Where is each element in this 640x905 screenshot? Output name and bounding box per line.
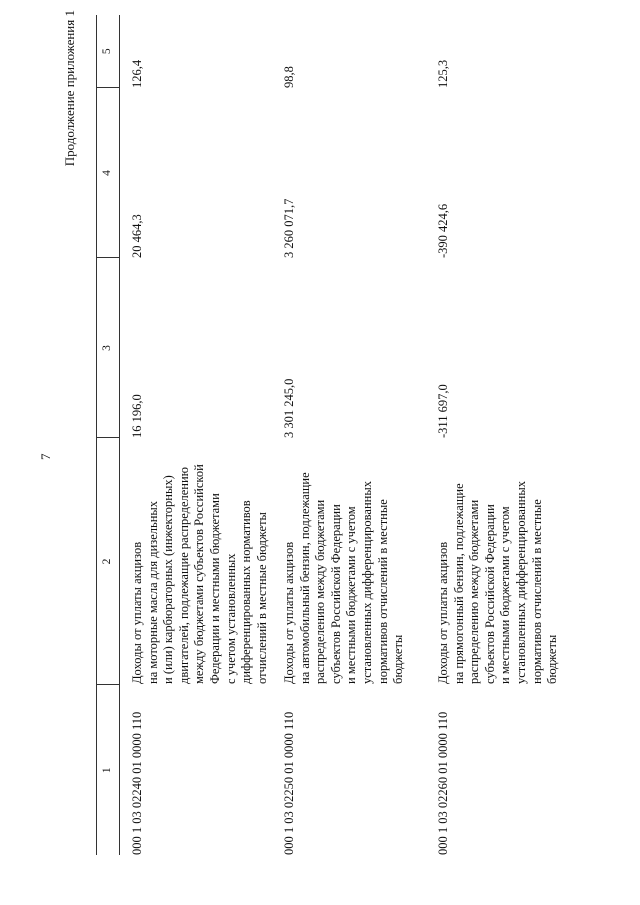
revenue-name-line: Федерации и местными бюджетами	[207, 493, 222, 684]
revenue-name-line: на прямогонный бензин, подлежащие	[451, 483, 466, 684]
value-col5: 126,4	[130, 59, 144, 88]
revenue-name-line: субъектов Российской Федерации	[328, 504, 343, 684]
revenue-name	[280, 438, 434, 685]
revenue-name-line: бюджеты	[545, 634, 560, 684]
revenue-name-line: с учетом установленных	[223, 553, 238, 684]
revenue-name-line: и местными бюджетами с учетом	[344, 506, 359, 684]
value-col5: 125,3	[436, 59, 450, 88]
value-col4: -390 424,6	[436, 203, 450, 258]
value-col4: 3 260 071,7	[282, 198, 296, 258]
revenue-name-line: субъектов Российской Федерации	[482, 504, 497, 684]
revenue-name-line: и местными бюджетами с учетом	[498, 506, 513, 684]
revenue-name-line: установленных дифференцированных	[513, 481, 528, 684]
table-row	[120, 15, 281, 855]
revenue-name-line: бюджеты	[391, 634, 406, 684]
revenue-name-line: двигателей, подлежащие распределению	[176, 466, 191, 684]
table-row	[280, 15, 434, 855]
revenue-name-line: Доходы от уплаты акцизов	[282, 541, 296, 684]
revenue-code: 000 1 03 02260 01 0000 110	[436, 711, 450, 855]
value-col3: -311 697,0	[436, 384, 450, 438]
column-number-2: 2	[97, 438, 120, 685]
revenue-name-line: Доходы от уплаты акцизов	[436, 541, 450, 684]
revenue-name-line: Доходы от уплаты акцизов	[130, 541, 144, 684]
revenue-name-line: нормативов отчислений в местные	[375, 499, 390, 684]
revenue-name-line: и (или) карбюраторных (инжекторных)	[161, 475, 176, 684]
revenue-name-line: дифференцированных нормативов	[239, 500, 254, 684]
revenue-name-line: между бюджетами субъектов Российской	[192, 464, 207, 684]
revenue-name	[120, 438, 281, 685]
column-number-1: 1	[97, 685, 120, 855]
revenue-code: 000 1 03 02250 01 0000 110	[282, 711, 296, 855]
revenue-name-line: нормативов отчислений в местные	[529, 499, 544, 684]
value-col3: 16 196,0	[130, 394, 144, 438]
revenue-name-line: распределению между бюджетами	[313, 499, 328, 684]
revenue-name-line: на моторные масла для дизельных	[145, 500, 160, 684]
value-col3: 3 301 245,0	[282, 378, 296, 438]
revenue-name-line: отчислений в местные бюджеты	[254, 512, 269, 684]
revenue-name-line: распределению между бюджетами	[467, 499, 482, 684]
column-number-4: 4	[97, 88, 120, 258]
table-row	[434, 15, 586, 855]
value-col5: 98,8	[282, 66, 296, 88]
value-col4: 20 464,3	[130, 214, 144, 258]
continuation-note: Продолжение приложения 1	[62, 10, 77, 167]
column-number-row	[97, 15, 120, 855]
column-number-5: 5	[97, 15, 120, 88]
revenue-name	[434, 438, 586, 685]
revenue-table	[96, 15, 586, 855]
column-number-3: 3	[97, 258, 120, 438]
page-number: 7	[38, 453, 53, 460]
revenue-code: 000 1 03 02240 01 0000 110	[130, 711, 144, 855]
revenue-name-line: на автомобильный бензин, подлежащие	[297, 472, 312, 684]
revenue-name-line: установленных дифференцированных	[359, 481, 374, 684]
